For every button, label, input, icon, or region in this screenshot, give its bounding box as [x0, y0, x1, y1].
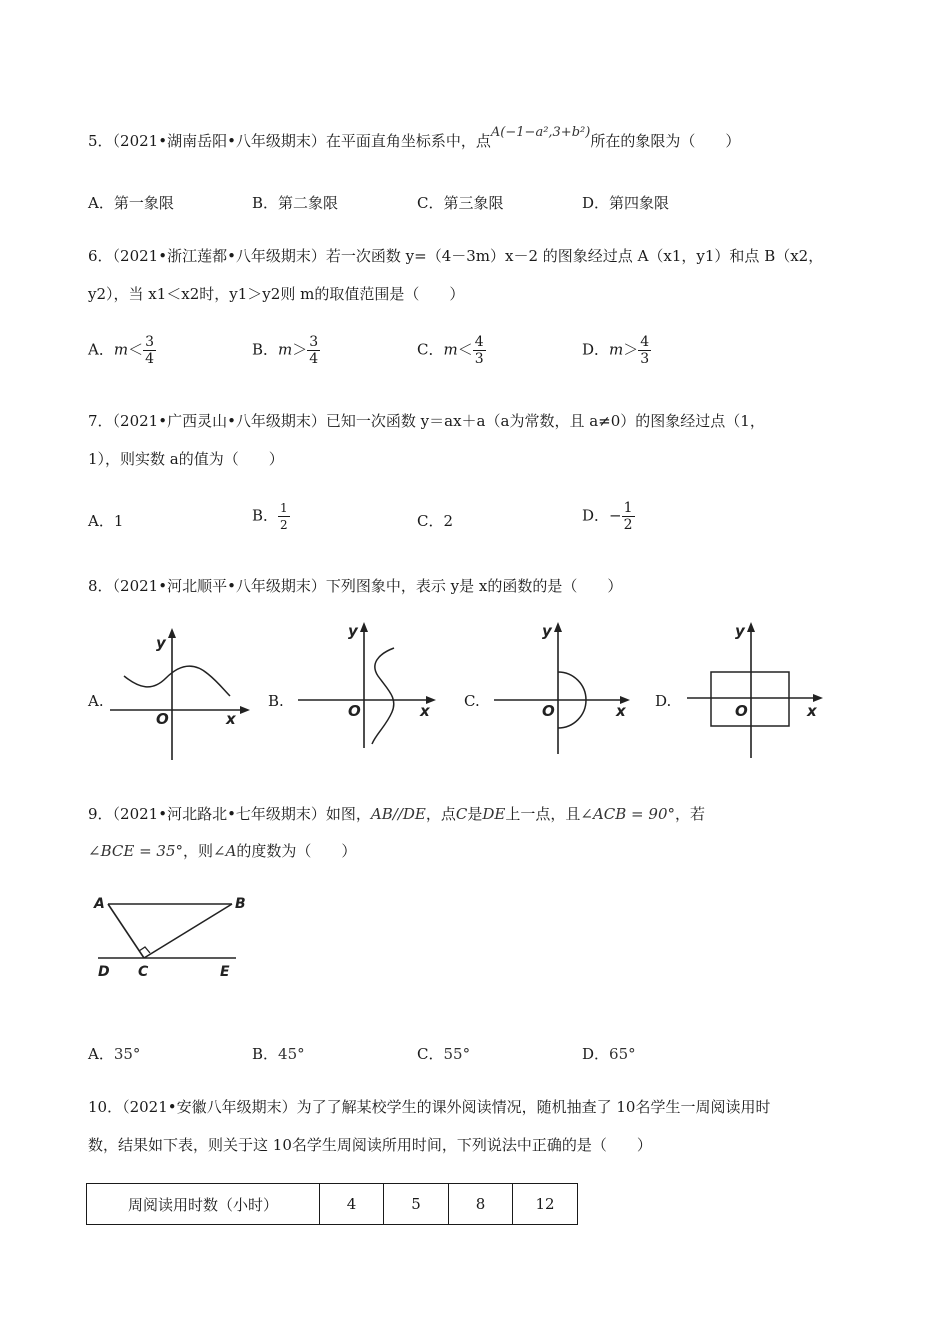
q10-stem-line2: 数，结果如下表，则关于这 10名学生周阅读所用时间，下列说法中正确的是（ ）: [88, 1136, 652, 1154]
q7-option-b-label: B．: [252, 506, 279, 525]
x-axis-label: x: [420, 702, 430, 720]
q5-option-a[interactable]: A．第一象限: [88, 194, 174, 212]
q8-graph-a: [104, 626, 254, 764]
q9-text-on: 上一点，且: [505, 805, 581, 823]
q7-option-d-label: D．: [582, 506, 610, 525]
q7-option-d-fraction: $\frac{1}{2}$: [623, 500, 633, 533]
q8-option-c-label[interactable]: C.: [464, 692, 480, 710]
q6-option-d-label: D．: [582, 340, 610, 359]
q9-option-d-value: 65°: [609, 1045, 636, 1063]
q9-point-c: C: [455, 805, 468, 823]
q7-option-d[interactable]: [582, 500, 635, 533]
x-axis-label: x: [616, 702, 626, 720]
q6-option-c[interactable]: [417, 334, 486, 367]
y-axis-label: y: [542, 622, 552, 640]
q9-text-then: ，则: [183, 842, 214, 860]
q6-option-d-rel: ＞: [623, 340, 639, 359]
q8-stem: 8．（2021•河北顺平•八年级期末）下列图象中，表示 y是 x的函数的是（ ）: [88, 577, 623, 595]
q7-option-b[interactable]: [252, 500, 290, 533]
q7-stem-line2: 1），则实数 a的值为（ ）: [88, 450, 284, 468]
label-e: E: [220, 964, 230, 980]
q6-option-c-fraction: $\frac{4}{3}$: [474, 334, 484, 367]
table-cell: 5: [384, 1184, 449, 1225]
q6-option-d[interactable]: [582, 334, 651, 367]
origin-label: O: [542, 702, 555, 720]
q6-option-a[interactable]: [88, 334, 156, 367]
y-axis-arrow: [747, 622, 755, 632]
label-c: C: [138, 964, 149, 980]
q8-graph-b: [294, 618, 442, 750]
q9-angle-bce: ∠BCE = 35°: [88, 842, 183, 860]
x-axis-label: x: [226, 710, 236, 728]
q5-option-d[interactable]: D．第四象限: [582, 194, 670, 212]
q6-option-b-fraction: $\frac{3}{4}$: [309, 334, 319, 367]
origin-label: O: [735, 702, 748, 720]
q7-option-a[interactable]: A．1: [88, 512, 124, 530]
q9-option-b[interactable]: [252, 1043, 305, 1065]
q9-stem-line2: [88, 840, 356, 862]
table-cell: 4: [320, 1184, 384, 1225]
function-curve: [124, 666, 230, 696]
q5-option-c[interactable]: C．第三象限: [417, 194, 504, 212]
segment-ac: [108, 904, 144, 958]
q9-text-point: ，点: [425, 805, 456, 823]
q5-suffix: 所在的象限为（ ）: [590, 132, 741, 150]
q7-option-d-sign: −: [609, 506, 622, 525]
q6-option-a-label: A．: [88, 340, 114, 359]
q6-option-c-label: C．: [417, 340, 444, 359]
q9-parallel-expr: AB//DE: [370, 805, 426, 823]
q9-angle-a: ∠A: [213, 842, 237, 860]
non-function-curve: [372, 648, 394, 744]
q9-angle-acb: ∠ACB = 90°: [580, 805, 675, 823]
label-b: B: [235, 896, 246, 912]
table-cell: 8: [449, 1184, 513, 1225]
q10-stem-line1: 10．（2021•安徽八年级期末）为了了解某校学生的课外阅读情况，随机抽查了 10名学生一周阅读用时: [88, 1098, 771, 1116]
table-row: [87, 1184, 578, 1225]
q7-option-c[interactable]: C．2: [417, 512, 454, 530]
q9-figure: [90, 890, 250, 986]
q5-point-expression: A(−1−a²,3+b²): [490, 125, 591, 140]
table-header-cell: 周阅读用时数（小时）: [87, 1184, 320, 1225]
y-axis-label: y: [156, 634, 166, 652]
y-axis-label: y: [348, 622, 358, 640]
q6-stem-line2: y2），当 x1＜x2时，y1＞y2则 m的取值范围是（ ）: [88, 285, 465, 303]
q5-stem: [88, 125, 741, 154]
q9-option-b-value: 45°: [278, 1045, 305, 1063]
q9-line-de: DE: [482, 805, 506, 823]
q6-option-a-rel: ＜: [128, 340, 144, 359]
q6-stem-line1: 6．（2021•浙江莲都•八年级期末）若一次函数 y=（4－3m）x－2 的图象经过点 A（x1，y1）和点 B（x2，: [88, 247, 824, 265]
q9-suffix: 的度数为（ ）: [236, 842, 357, 860]
label-a: A: [94, 896, 105, 912]
q8-option-a-label[interactable]: A.: [88, 692, 104, 710]
q9-option-b-label: B．: [252, 1045, 279, 1063]
y-axis-arrow: [360, 622, 368, 632]
q6-option-b-var: m: [278, 340, 293, 359]
q9-option-d[interactable]: [582, 1043, 636, 1065]
y-axis-arrow: [554, 622, 562, 632]
segment-bc: [144, 904, 232, 958]
q6-option-d-var: m: [609, 340, 624, 359]
q9-stem-line1: [88, 803, 705, 825]
q8-graph-d: [683, 618, 828, 760]
q7-option-b-fraction: $\frac{1}{2}$: [280, 501, 288, 532]
y-axis-label: y: [735, 622, 745, 640]
q5-option-b[interactable]: B．第二象限: [252, 194, 339, 212]
q9-text-if: ，若: [674, 805, 705, 823]
x-axis-label: x: [807, 702, 817, 720]
rectangle-shape: [711, 672, 789, 726]
q9-option-c-value: 55°: [443, 1045, 471, 1063]
q6-option-b[interactable]: [252, 334, 320, 367]
origin-label: O: [348, 702, 361, 720]
q9-option-a[interactable]: [88, 1043, 140, 1065]
q5-prefix: 5．（2021•湖南岳阳•八年级期末）在平面直角坐标系中，点: [88, 132, 491, 150]
q6-option-d-fraction: $\frac{4}{3}$: [640, 334, 650, 367]
x-axis-arrow: [813, 694, 823, 702]
q8-graph-c: [490, 618, 635, 756]
origin-label: O: [156, 710, 169, 728]
y-axis-arrow: [168, 628, 176, 638]
table-cell: 12: [513, 1184, 578, 1225]
q9-option-a-value: 35°: [113, 1045, 141, 1063]
q6-option-b-label: B．: [252, 340, 279, 359]
q6-option-c-rel: ＜: [457, 340, 473, 359]
q9-prefix: 9．（2021•河北路北•七年级期末）如图，: [88, 805, 371, 823]
label-d: D: [98, 964, 110, 980]
q9-option-a-label: A．: [88, 1045, 114, 1063]
q6-option-c-var: m: [443, 340, 458, 359]
q6-option-b-rel: ＞: [292, 340, 308, 359]
x-axis-arrow: [240, 706, 250, 714]
q6-option-a-fraction: $\frac{3}{4}$: [145, 334, 155, 367]
q8-option-b-label[interactable]: B.: [268, 692, 284, 710]
q10-reading-table: [86, 1183, 578, 1225]
q8-option-d-label[interactable]: D.: [655, 692, 672, 710]
q9-option-c-label: C．: [417, 1045, 444, 1063]
q6-option-a-var: m: [113, 340, 129, 359]
q7-stem-line1: 7．（2021•广西灵山•八年级期末）已知一次函数 y＝ax＋a（a为常数，且 a≠0）的图象经过点（1，: [88, 412, 765, 430]
q9-text-is: 是: [467, 805, 483, 823]
q9-option-d-label: D．: [582, 1045, 610, 1063]
q9-option-c[interactable]: [417, 1043, 470, 1065]
